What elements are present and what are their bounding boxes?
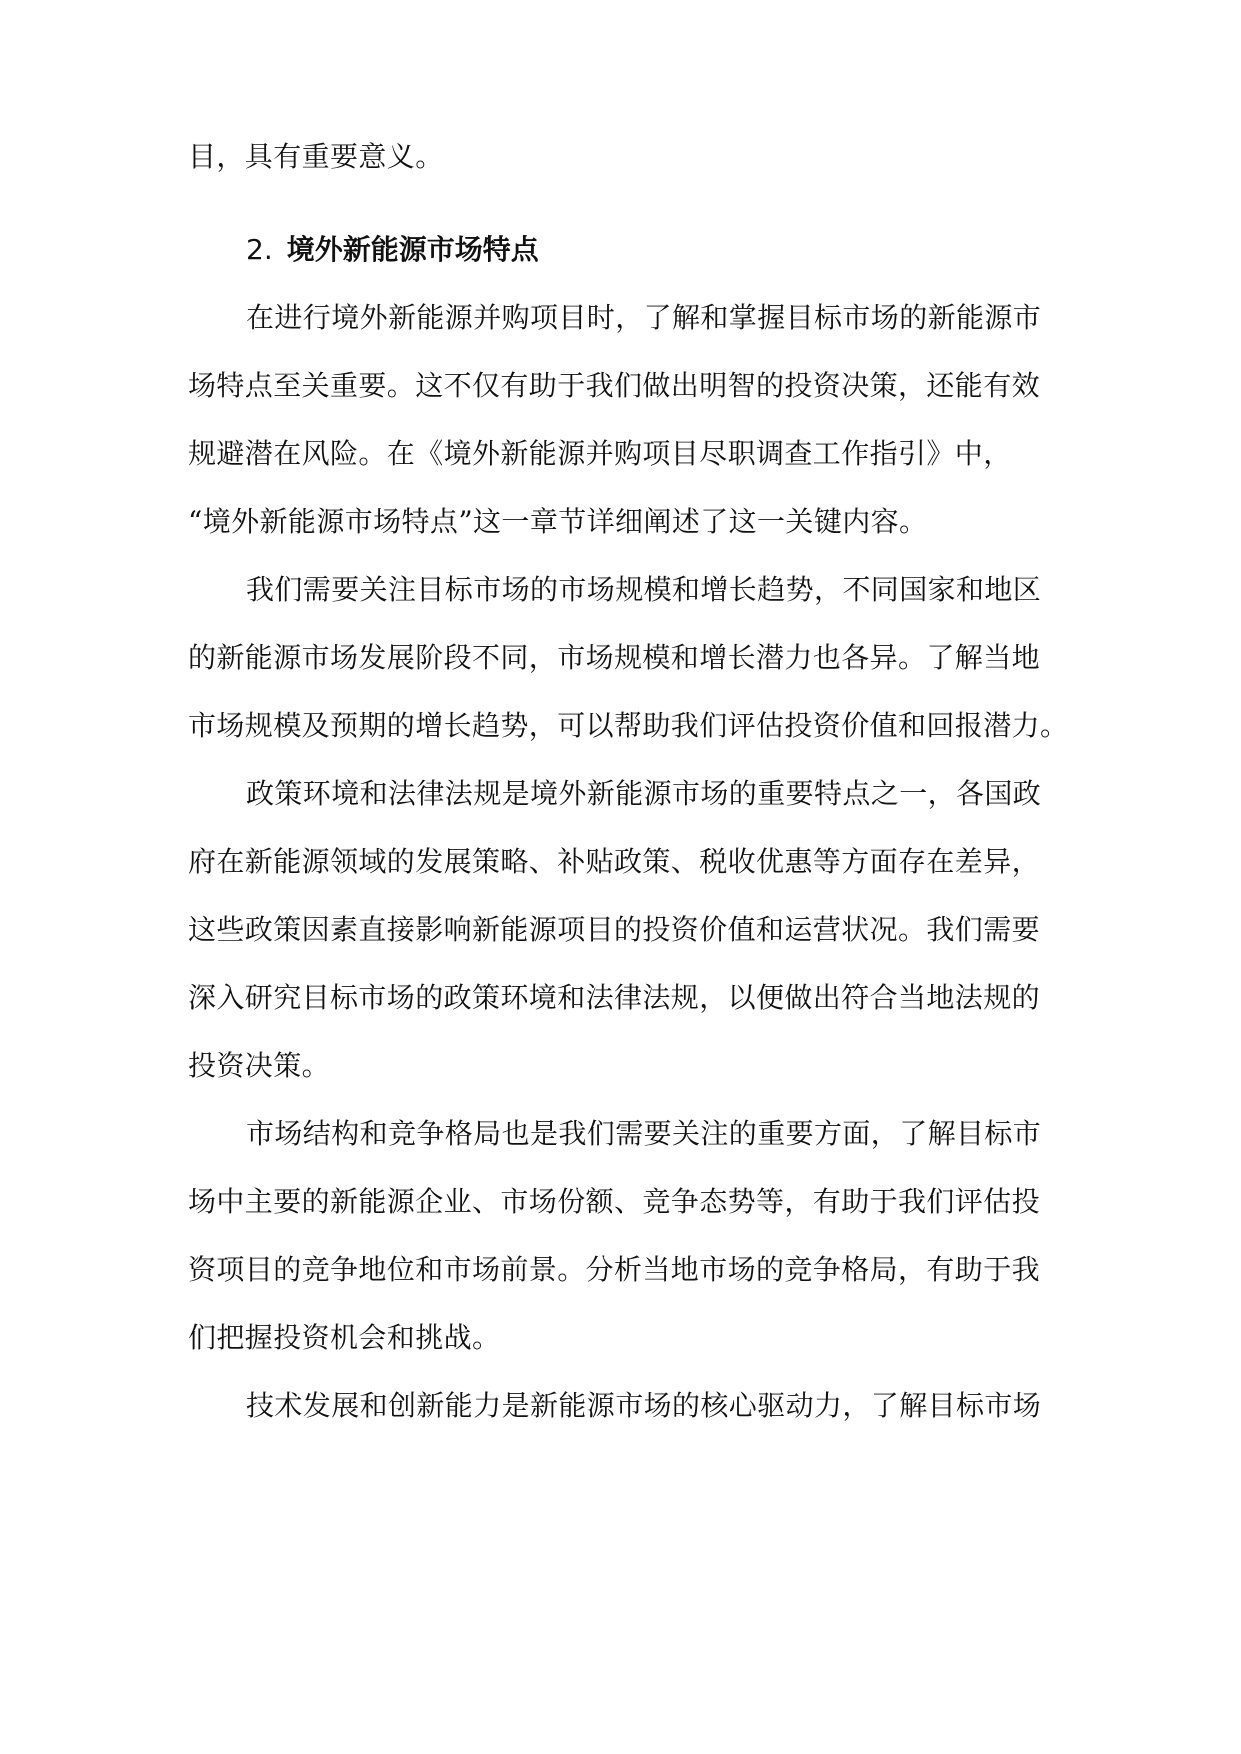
paragraph-line: 府在新能源领域的发展策略、补贴政策、税收优惠等方面存在差异， [188,845,1041,878]
paragraph-line: 资项目的竞争地位和市场前景。分析当地市场的竞争格局，有助于我 [188,1253,1041,1286]
paragraph-line: 目，具有重要意义。 [188,140,444,173]
paragraph-line: 深入研究目标市场的政策环境和法律法规，以便做出符合当地法规的 [188,981,1041,1014]
paragraph-line: 在进行境外新能源并购项目时，了解和掌握目标市场的新能源市 [246,301,1042,334]
paragraph-line: 规避潜在风险。在《境外新能源并购项目尽职调查工作指引》中， [188,437,1012,470]
paragraph-line: 我们需要关注目标市场的市场规模和增长趋势，不同国家和地区 [246,573,1042,606]
paragraph-line: 投资决策。 [188,1049,331,1082]
paragraph-line: 们把握投资机会和挑战。 [188,1321,501,1354]
paragraph-line: “境外新能源市场特点”这一章节详细阐述了这一关键内容。 [188,505,928,538]
section-heading [246,230,539,270]
paragraph-line: 的新能源市场发展阶段不同，市场规模和增长潜力也各异。了解当地 [188,641,1041,674]
paragraph-line: 场中主要的新能源企业、市场份额、竞争态势等，有助于我们评估投 [188,1185,1041,1218]
paragraph-line: 场特点至关重要。这不仅有助于我们做出明智的投资决策，还能有效 [188,369,1041,402]
paragraph-line: 市场结构和竞争格局也是我们需要关注的重要方面，了解目标市 [246,1117,1042,1150]
section-number: 2. [246,233,273,266]
paragraph-line: 这些政策因素直接影响新能源项目的投资价值和运营状况。我们需要 [188,913,1041,946]
paragraph-line: 市场规模及预期的增长趋势，可以帮助我们评估投资价值和回报潜力。 [188,709,1069,742]
section-title: 境外新能源市场特点 [286,233,539,266]
paragraph-line: 技术发展和创新能力是新能源市场的核心驱动力，了解目标市场 [246,1389,1042,1422]
paragraph-line: 政策环境和法律法规是境外新能源市场的重要特点之一，各国政 [246,777,1042,810]
